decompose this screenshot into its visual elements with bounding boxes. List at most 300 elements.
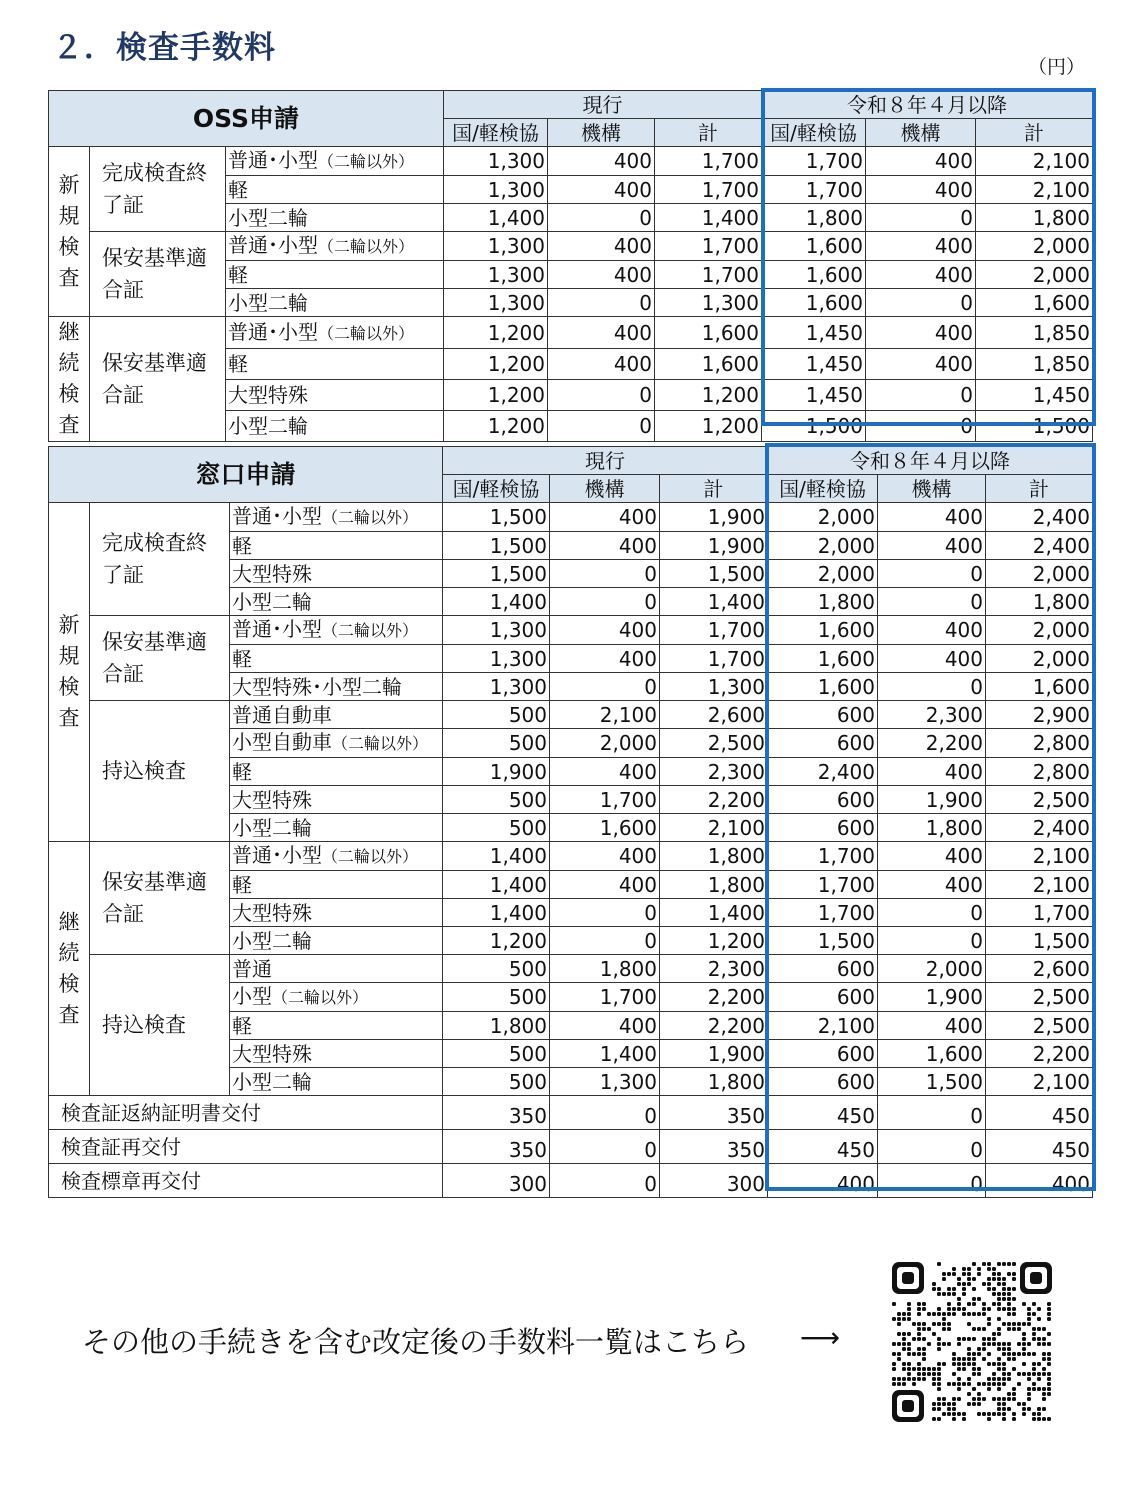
fee-value: 0 [878,1164,986,1198]
fee-value: 0 [878,899,986,927]
qr-module [942,1312,946,1316]
fee-value: 2,800 [986,758,1093,786]
vehicle-type-note: （二輪以外） [272,988,369,1007]
qr-module [1032,1417,1036,1421]
qr-module [982,1327,986,1331]
vehicle-type-label: 大型特殊 [232,561,312,586]
qr-module [1007,1327,1011,1331]
qr-module [987,1417,991,1421]
fee-value: 400 [866,232,976,261]
qr-module [947,1287,951,1291]
qr-module [947,1342,951,1346]
fee-value: 2,800 [986,729,1093,758]
qr-module [937,1362,941,1366]
fee-value: 1,600 [768,673,878,701]
qr-module [952,1287,956,1291]
qr-module [1012,1312,1016,1316]
qr-module [937,1372,941,1376]
qr-module [1022,1412,1026,1416]
vehicle-type-note: （二輪以外） [332,734,429,753]
qr-module [992,1342,996,1346]
category-char: 継 [58,909,80,934]
qr-module [922,1337,926,1341]
qr-module [942,1292,946,1296]
fee-value: 2,300 [878,701,986,729]
category-cell [49,503,90,842]
qr-module [992,1287,996,1291]
category-char: 査 [58,265,80,290]
vehicle-type [226,349,444,380]
vehicle-type-label: 大型特殊 [228,383,308,408]
fee-value: 2,200 [660,786,768,814]
qr-module [987,1287,991,1291]
qr-module [1037,1417,1041,1421]
table-row [49,842,1093,871]
vehicle-type [226,411,444,442]
qr-module [892,1302,896,1306]
fee-value: 1,500 [976,411,1093,442]
vehicle-type [230,645,443,673]
qr-module [1022,1337,1026,1341]
fee-value: 1,300 [443,673,550,701]
qr-module [952,1352,956,1356]
qr-module [1007,1272,1011,1276]
qr-module [1012,1287,1016,1291]
fee-value: 2,000 [768,503,878,532]
qr-module [967,1322,971,1326]
qr-module [972,1302,976,1306]
fee-value: 2,000 [986,560,1093,588]
qr-module [967,1302,971,1306]
qr-module [1027,1312,1031,1316]
qr-module [952,1307,956,1311]
qr-module [937,1367,941,1371]
vehicle-type [230,673,443,701]
fee-value: 600 [768,955,878,983]
fee-value: 1,600 [762,289,866,317]
group-new-header: 令和８年４月以降 [762,91,1093,119]
fee-value: 2,200 [878,729,986,758]
qr-module [942,1277,946,1281]
vehicle-type-label: 軽 [228,352,248,377]
qr-module [1012,1357,1016,1361]
fee-value: 1,700 [986,899,1093,927]
qr-module [917,1302,921,1306]
fee-value: 1,800 [976,204,1093,232]
qr-module [942,1327,946,1331]
qr-module [997,1307,1001,1311]
qr-module [982,1302,986,1306]
qr-module [1037,1362,1041,1366]
qr-module [1032,1387,1036,1391]
qr-module [982,1282,986,1286]
oss-fee-table [48,90,1093,442]
qr-module [932,1282,936,1286]
qr-module [952,1312,956,1316]
qr-module [1037,1377,1041,1381]
qr-module [902,1382,906,1386]
fee-value: 1,800 [443,1012,550,1040]
fee-value: 1,900 [660,1040,768,1068]
fee-value: 600 [768,814,878,842]
fee-value: 1,800 [660,871,768,899]
fee-value: 350 [443,1096,550,1130]
vehicle-type-label: 普通 [232,956,272,981]
category-char: 検 [58,971,80,996]
fee-value: 2,100 [660,814,768,842]
vehicle-type-note: （二輪以外） [318,152,415,171]
qr-module [947,1312,951,1316]
qr-module [1002,1412,1006,1416]
qr-module [917,1312,921,1316]
fee-value: 400 [550,645,660,673]
qr-module [1007,1262,1011,1266]
fee-value: 1,200 [655,380,762,411]
category-char: 新 [58,613,80,637]
qr-module [982,1357,986,1361]
fee-value: 1,500 [443,532,550,560]
qr-module [972,1277,976,1281]
table-row [49,701,1093,729]
qr-module [932,1332,936,1336]
fee-value: 2,200 [660,983,768,1012]
fee-value: 1,850 [976,349,1093,380]
vehicle-type-note: （二輪以外） [322,621,419,640]
qr-module [952,1362,956,1366]
fee-value: 2,000 [550,729,660,758]
qr-module [1012,1277,1016,1281]
fee-value: 1,500 [762,411,866,442]
fee-value: 0 [878,560,986,588]
page-title: ２．検査手数料 [52,30,276,66]
vehicle-type [226,380,444,411]
qr-module [1002,1322,1006,1326]
qr-module [997,1342,1001,1346]
fee-value: 1,400 [444,204,548,232]
fee-value: 400 [550,871,660,899]
qr-module [1007,1302,1011,1306]
qr-module [892,1377,896,1381]
qr-module [1007,1312,1011,1316]
qr-module [992,1397,996,1401]
qr-module [967,1377,971,1381]
fee-value: 1,200 [443,927,550,955]
qr-module [892,1352,896,1356]
fee-value: 1,300 [444,289,548,317]
fee-value: 1,500 [768,927,878,955]
qr-module [997,1272,1001,1276]
fee-value: 0 [550,588,660,616]
qr-module [917,1327,921,1331]
fee-value: 2,100 [986,871,1093,899]
table-row [49,317,1093,349]
fee-value: 1,900 [660,532,768,560]
qr-module [947,1407,951,1411]
category-cell [49,317,90,442]
qr-module [1002,1352,1006,1356]
qr-module [917,1367,921,1371]
fee-value: 1,400 [443,871,550,899]
qr-module [992,1272,996,1276]
fee-value: 1,700 [768,842,878,871]
fee-value: 400 [550,532,660,560]
qr-module [1002,1382,1006,1386]
vehicle-type-label: 軽 [232,646,252,671]
vehicle-type-label: 小型二輪 [232,815,312,840]
qr-module [952,1372,956,1376]
qr-module [1012,1412,1016,1416]
fee-value: 0 [548,289,655,317]
fee-value: 400 [768,1164,878,1198]
fee-value: 1,700 [550,983,660,1012]
fee-value: 2,100 [976,176,1093,204]
qr-module [1012,1387,1016,1391]
vehicle-type-label: 大型特殊･小型二輪 [232,674,402,699]
qr-module [1027,1372,1031,1376]
qr-module [982,1262,986,1266]
qr-module [1007,1397,1011,1401]
qr-module [987,1262,991,1266]
qr-module [1027,1322,1031,1326]
qr-module [1047,1377,1051,1381]
qr-module [947,1302,951,1306]
qr-module [937,1337,941,1341]
qr-module [932,1417,936,1421]
section-label: 保安基準適合証 [90,616,230,701]
fee-value: 500 [443,955,550,983]
fee-value: 1,500 [443,560,550,588]
fee-value: 1,400 [660,588,768,616]
qr-module [997,1282,1001,1286]
qr-module [907,1302,911,1306]
qr-module [952,1417,956,1421]
qr-module [957,1302,961,1306]
qr-module [1022,1302,1026,1306]
qr-module [1007,1357,1011,1361]
qr-module [1012,1262,1016,1266]
fee-value: 2,500 [986,983,1093,1012]
qr-module [987,1277,991,1281]
qr-module [1047,1312,1051,1316]
fee-value: 2,400 [986,532,1093,560]
misc-label: 検査証返納証明書交付 [49,1096,443,1130]
vehicle-type-label: 小型二輪 [228,414,308,438]
qr-module [1047,1307,1051,1311]
fee-value: 1,200 [660,927,768,955]
qr-module [932,1372,936,1376]
fee-value: 600 [768,786,878,814]
qr-module [1032,1412,1036,1416]
qr-module [962,1307,966,1311]
qr-module [1047,1342,1051,1346]
qr-module [947,1307,951,1311]
qr-module [1012,1417,1016,1421]
qr-module [967,1362,971,1366]
fee-value: 1,500 [878,1068,986,1096]
qr-module [967,1277,971,1281]
qr-module [977,1272,981,1276]
fee-value: 1,600 [655,317,762,349]
qr-module [1042,1367,1046,1371]
qr-module [902,1342,906,1346]
qr-module [977,1347,981,1351]
qr-module [962,1357,966,1361]
qr-module [1027,1317,1031,1321]
qr-module [1002,1402,1006,1406]
qr-module [907,1332,911,1336]
qr-module [1042,1407,1046,1411]
fee-value: 2,000 [976,232,1093,261]
qr-module [942,1362,946,1366]
qr-module [1037,1337,1041,1341]
qr-module [1037,1412,1041,1416]
qr-module [937,1397,941,1401]
qr-module [1037,1307,1041,1311]
fee-value: 1,900 [660,503,768,532]
fee-value: 600 [768,701,878,729]
qr-module [947,1327,951,1331]
vehicle-type-label: 小型二輪 [232,928,312,953]
qr-module [1042,1417,1046,1421]
column-header: 計 [660,475,768,503]
qr-module [957,1377,961,1381]
qr-module [957,1362,961,1366]
fee-value: 1,300 [550,1068,660,1096]
fee-value: 2,600 [986,955,1093,983]
table-row [49,147,1093,176]
qr-module [1042,1352,1046,1356]
vehicle-type-label: 小型二輪 [228,290,308,315]
qr-module [972,1297,976,1301]
vehicle-type-label: 小型二輪 [232,589,312,614]
qr-module [992,1277,996,1281]
qr-module [977,1367,981,1371]
qr-module [932,1367,936,1371]
qr-module [937,1417,941,1421]
qr-module [897,1342,901,1346]
category-char: 続 [58,351,80,375]
misc-row [49,1130,1093,1164]
fee-value: 0 [548,380,655,411]
qr-module [1042,1342,1046,1346]
qr-module [922,1372,926,1376]
qr-module [972,1372,976,1376]
qr-module [902,1332,906,1336]
fee-value: 400 [548,232,655,261]
qr-module [987,1362,991,1366]
vehicle-type [230,1068,443,1096]
qr-module [957,1357,961,1361]
fee-value: 2,000 [986,616,1093,645]
qr-module [992,1372,996,1376]
vehicle-type-label: 普通自動車 [232,702,332,727]
column-header: 国/軽検協 [762,119,866,147]
header-row [49,447,1093,475]
qr-module [987,1342,991,1346]
column-header: 国/軽検協 [443,475,550,503]
fee-value: 2,500 [660,729,768,758]
qr-module [962,1312,966,1316]
qr-module [962,1412,966,1416]
qr-module [1007,1307,1011,1311]
qr-module [902,1337,906,1341]
qr-module [937,1407,941,1411]
category-cell [49,147,90,317]
vehicle-type-note: （二輪以外） [318,237,415,256]
qr-module [952,1407,956,1411]
vehicle-type [230,1040,443,1068]
qr-module [962,1267,966,1271]
qr-module [952,1272,956,1276]
vehicle-type-label: 普通･小型 [228,148,318,172]
qr-module [982,1342,986,1346]
vehicle-type [230,758,443,786]
section-label: 保安基準適合証 [90,842,230,955]
qr-module [917,1347,921,1351]
qr-module [937,1287,941,1291]
qr-module [917,1362,921,1366]
fee-value: 0 [550,673,660,701]
window-fee-table [48,446,1093,1198]
fee-value: 400 [878,871,986,899]
fee-value: 1,200 [444,380,548,411]
qr-module [937,1342,941,1346]
qr-module [997,1362,1001,1366]
qr-module [1007,1342,1011,1346]
vehicle-type [230,1012,443,1040]
qr-module [1037,1407,1041,1411]
qr-module [972,1312,976,1316]
qr-module [997,1412,1001,1416]
qr-module [972,1327,976,1331]
vehicle-type [230,983,443,1012]
qr-module [942,1412,946,1416]
vehicle-type [230,927,443,955]
qr-code[interactable] [892,1262,1052,1422]
table-row [49,955,1093,983]
fee-value: 0 [866,289,976,317]
fee-value: 2,000 [878,955,986,983]
qr-module [952,1357,956,1361]
vehicle-type-label: 普通･小型 [232,504,322,528]
qr-module [897,1317,901,1321]
fee-value: 1,600 [762,261,866,289]
category-char: 継 [58,320,80,344]
vehicle-type-label: 大型特殊 [232,900,312,925]
fee-value: 1,450 [762,349,866,380]
fee-value: 400 [878,758,986,786]
section-label: 完成検査終了証 [90,147,226,232]
qr-module [967,1347,971,1351]
fee-value: 400 [878,532,986,560]
qr-module [997,1357,1001,1361]
fee-value: 1,300 [444,147,548,176]
qr-module [1032,1372,1036,1376]
vehicle-type [230,503,443,532]
qr-module [897,1332,901,1336]
qr-module [912,1352,916,1356]
qr-module [967,1402,971,1406]
qr-module [982,1347,986,1351]
qr-module [987,1352,991,1356]
qr-module [972,1357,976,1361]
qr-module [902,1367,906,1371]
qr-module [962,1362,966,1366]
qr-module [992,1302,996,1306]
misc-row [49,1096,1093,1130]
qr-module [952,1267,956,1271]
qr-module [952,1412,956,1416]
